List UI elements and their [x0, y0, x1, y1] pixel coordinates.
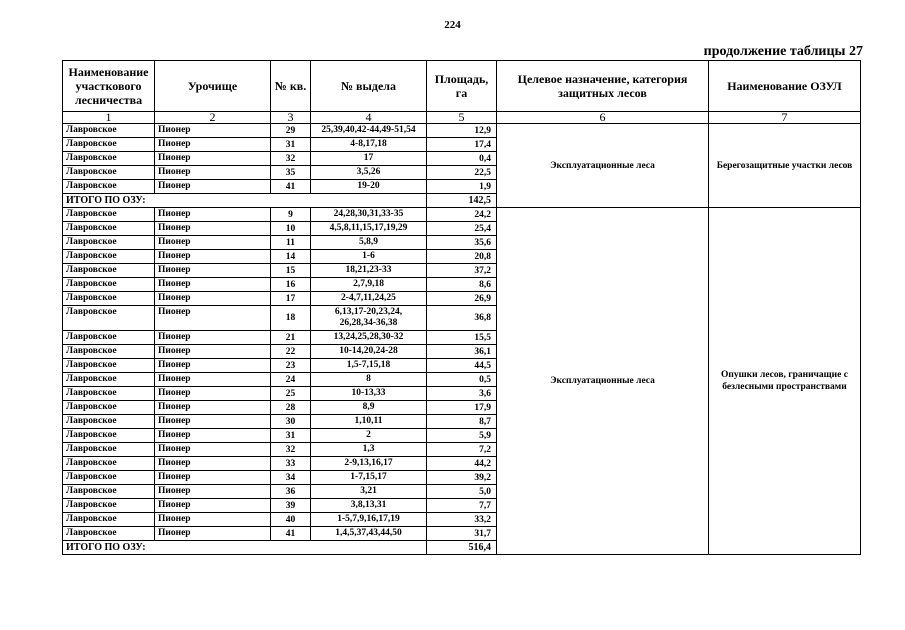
area-cell: 8,7 [427, 415, 497, 429]
forestry-cell: Лавровское [63, 306, 155, 331]
allotment-cell [311, 208, 427, 222]
quarter-cell: 10 [271, 222, 311, 236]
forestry-cell: Лавровское [63, 208, 155, 222]
total-label: ИТОГО ПО ОЗУ: [63, 194, 427, 208]
allotment-text: 10-14,20,24-28 [339, 346, 398, 356]
forestry-cell: Лавровское [63, 457, 155, 471]
allotment-text: 17 [363, 153, 374, 163]
forestry-cell: Лавровское [63, 345, 155, 359]
allotment-cell [311, 443, 427, 457]
allotment-cell [311, 415, 427, 429]
forestry-cell: Лавровское [63, 527, 155, 541]
forestry-cell: Лавровское [63, 138, 155, 152]
column-number: 5 [427, 112, 497, 124]
forestry-cell: Лавровское [63, 471, 155, 485]
purpose-cell: Эксплуатационные леса [497, 208, 709, 555]
tract-cell: Пионер [155, 180, 271, 194]
tract-cell: Пионер [155, 415, 271, 429]
allotment-cell [311, 513, 427, 527]
allotment-cell [311, 166, 427, 180]
allotment-text: 13,24,25,28,30-32 [333, 332, 404, 342]
tract-cell: Пионер [155, 278, 271, 292]
area-cell: 3,6 [427, 387, 497, 401]
allotment-cell [311, 527, 427, 541]
area-cell: 33,2 [427, 513, 497, 527]
forestry-cell: Лавровское [63, 373, 155, 387]
tract-cell: Пионер [155, 292, 271, 306]
table-continuation-label: продолжение таблицы 27 [703, 44, 863, 59]
quarter-cell: 41 [271, 180, 311, 194]
allotment-text: 4,5,8,11,15,17,19,29 [329, 223, 408, 233]
allotment-text: 8 [366, 374, 371, 384]
allotment-cell [311, 471, 427, 485]
allotment-text-continued: 26,28,34-36,38 [339, 318, 398, 328]
allotment-text: 1-5,7,9,16,17,19 [337, 514, 400, 524]
area-cell: 31,7 [427, 527, 497, 541]
allotment-cell [311, 124, 427, 138]
allotment-text: 8,9 [362, 402, 375, 412]
tract-cell: Пионер [155, 513, 271, 527]
header-allotment: № выдела [311, 61, 427, 112]
quarter-cell: 25 [271, 387, 311, 401]
tract-cell: Пионер [155, 331, 271, 345]
tract-cell: Пионер [155, 387, 271, 401]
forestry-cell: Лавровское [63, 124, 155, 138]
area-cell: 7,7 [427, 499, 497, 513]
area-cell: 1,9 [427, 180, 497, 194]
tract-cell: Пионер [155, 457, 271, 471]
area-cell: 44,2 [427, 457, 497, 471]
header-tract: Урочище [155, 61, 271, 112]
area-cell: 36,8 [427, 306, 497, 331]
allotment-text: 5,8,9 [359, 237, 378, 247]
area-cell: 5,0 [427, 485, 497, 499]
quarter-cell: 23 [271, 359, 311, 373]
allotment-text: 3,21 [360, 486, 377, 496]
forestry-cell: Лавровское [63, 513, 155, 527]
forestry-cell: Лавровское [63, 152, 155, 166]
quarter-cell: 33 [271, 457, 311, 471]
allotment-cell [311, 264, 427, 278]
allotment-text: 1-6 [362, 251, 375, 261]
allotment-cell [311, 236, 427, 250]
allotment-cell [311, 152, 427, 166]
quarter-cell: 22 [271, 345, 311, 359]
allotment-text: 1-7,15,17 [350, 472, 387, 482]
ozul-cell: Опушки лесов, граничащие с безлесными пространствами [709, 208, 861, 555]
quarter-cell: 18 [271, 306, 311, 331]
column-number: 7 [709, 112, 861, 124]
header-purpose: Целевое назначение, категория защитных лесов [497, 61, 709, 112]
total-area: 516,4 [427, 541, 497, 555]
quarter-cell: 21 [271, 331, 311, 345]
area-cell: 36,1 [427, 345, 497, 359]
table-row [63, 208, 861, 222]
ozul-cell: Берегозащитные участки лесов [709, 124, 861, 208]
tract-cell: Пионер [155, 306, 271, 331]
area-cell: 8,6 [427, 278, 497, 292]
quarter-cell: 41 [271, 527, 311, 541]
forestry-cell: Лавровское [63, 250, 155, 264]
tract-cell: Пионер [155, 222, 271, 236]
forestry-cell: Лавровское [63, 387, 155, 401]
quarter-cell: 14 [271, 250, 311, 264]
allotment-cell [311, 278, 427, 292]
allotment-cell [311, 373, 427, 387]
tract-cell: Пионер [155, 401, 271, 415]
tract-cell: Пионер [155, 152, 271, 166]
tract-cell: Пионер [155, 429, 271, 443]
quarter-cell: 32 [271, 443, 311, 457]
tract-cell: Пионер [155, 236, 271, 250]
column-number: 1 [63, 112, 155, 124]
tract-cell: Пионер [155, 471, 271, 485]
header-row [63, 61, 861, 112]
area-cell: 37,2 [427, 264, 497, 278]
area-cell: 26,9 [427, 292, 497, 306]
area-cell: 17,4 [427, 138, 497, 152]
quarter-cell: 32 [271, 152, 311, 166]
area-cell: 35,6 [427, 236, 497, 250]
forestry-cell: Лавровское [63, 429, 155, 443]
allotment-text: 1,5-7,15,18 [346, 360, 391, 370]
quarter-cell: 15 [271, 264, 311, 278]
area-cell: 0,5 [427, 373, 497, 387]
allotment-text: 2 [366, 430, 371, 440]
allotment-cell [311, 250, 427, 264]
allotment-cell [311, 359, 427, 373]
quarter-cell: 31 [271, 138, 311, 152]
forestry-cell: Лавровское [63, 236, 155, 250]
forestry-cell: Лавровское [63, 278, 155, 292]
allotment-text: 19-20 [357, 181, 380, 191]
quarter-cell: 35 [271, 166, 311, 180]
forestry-cell: Лавровское [63, 331, 155, 345]
allotment-cell [311, 499, 427, 513]
allotment-text: 6,13,17-20,23,24, [334, 307, 403, 317]
table-row [63, 124, 861, 138]
area-cell: 20,8 [427, 250, 497, 264]
page-number: 224 [444, 19, 461, 31]
area-cell: 24,2 [427, 208, 497, 222]
total-area: 142,5 [427, 194, 497, 208]
allotment-cell [311, 387, 427, 401]
allotment-cell [311, 345, 427, 359]
total-label: ИТОГО ПО ОЗУ: [63, 541, 427, 555]
allotment-cell [311, 292, 427, 306]
quarter-cell: 24 [271, 373, 311, 387]
forestry-cell: Лавровское [63, 415, 155, 429]
tract-cell: Пионер [155, 485, 271, 499]
allotment-cell [311, 138, 427, 152]
forest-areas-table [62, 60, 861, 555]
column-number: 2 [155, 112, 271, 124]
forestry-cell: Лавровское [63, 180, 155, 194]
column-number: 3 [271, 112, 311, 124]
allotment-cell [311, 331, 427, 345]
quarter-cell: 40 [271, 513, 311, 527]
area-cell: 0,4 [427, 152, 497, 166]
quarter-cell: 11 [271, 236, 311, 250]
column-number: 6 [497, 112, 709, 124]
table-body [63, 124, 861, 555]
column-number: 4 [311, 112, 427, 124]
tract-cell: Пионер [155, 373, 271, 387]
header-quarter: № кв. [271, 61, 311, 112]
tract-cell: Пионер [155, 138, 271, 152]
allotment-text: 25,39,40,42-44,49-51,54 [321, 125, 416, 135]
area-cell: 5,9 [427, 429, 497, 443]
allotment-cell [311, 401, 427, 415]
allotment-cell [311, 306, 427, 331]
tract-cell: Пионер [155, 166, 271, 180]
column-number-row [63, 112, 861, 124]
allotment-cell [311, 457, 427, 471]
allotment-text: 10-13,33 [351, 388, 386, 398]
quarter-cell: 34 [271, 471, 311, 485]
allotment-cell [311, 180, 427, 194]
allotment-text: 3,5,26 [356, 167, 381, 177]
tract-cell: Пионер [155, 345, 271, 359]
forestry-cell: Лавровское [63, 443, 155, 457]
allotment-cell [311, 222, 427, 236]
quarter-cell: 16 [271, 278, 311, 292]
quarter-cell: 29 [271, 124, 311, 138]
quarter-cell: 9 [271, 208, 311, 222]
header-ozul: Наименование ОЗУЛ [709, 61, 861, 112]
allotment-text: 24,28,30,31,33-35 [333, 209, 404, 219]
allotment-text: 18,21,23-33 [345, 265, 392, 275]
forestry-cell: Лавровское [63, 166, 155, 180]
allotment-text: 4-8,17,18 [350, 139, 387, 149]
tract-cell: Пионер [155, 443, 271, 457]
forestry-cell: Лавровское [63, 499, 155, 513]
forestry-cell: Лавровское [63, 485, 155, 499]
forestry-cell: Лавровское [63, 401, 155, 415]
quarter-cell: 28 [271, 401, 311, 415]
area-cell: 7,2 [427, 443, 497, 457]
tract-cell: Пионер [155, 124, 271, 138]
allotment-text: 1,10,11 [354, 416, 383, 426]
forestry-cell: Лавровское [63, 222, 155, 236]
quarter-cell: 39 [271, 499, 311, 513]
quarter-cell: 17 [271, 292, 311, 306]
forestry-cell: Лавровское [63, 292, 155, 306]
header-forestry: Наименование участкового лесничества [63, 61, 155, 112]
quarter-cell: 36 [271, 485, 311, 499]
tract-cell: Пионер [155, 359, 271, 373]
forestry-cell: Лавровское [63, 264, 155, 278]
allotment-text: 1,3 [362, 444, 375, 454]
area-cell: 25,4 [427, 222, 497, 236]
tract-cell: Пионер [155, 208, 271, 222]
header-area: Площадь, га [427, 61, 497, 112]
area-cell: 39,2 [427, 471, 497, 485]
area-cell: 17,9 [427, 401, 497, 415]
allotment-cell [311, 429, 427, 443]
allotment-text: 2,7,9,18 [353, 279, 384, 289]
area-cell: 44,5 [427, 359, 497, 373]
area-cell: 22,5 [427, 166, 497, 180]
allotment-text: 1,4,5,37,43,44,50 [335, 528, 402, 538]
tract-cell: Пионер [155, 250, 271, 264]
quarter-cell: 31 [271, 429, 311, 443]
forestry-cell: Лавровское [63, 359, 155, 373]
area-cell: 12,9 [427, 124, 497, 138]
tract-cell: Пионер [155, 264, 271, 278]
tract-cell: Пионер [155, 527, 271, 541]
allotment-text: 2-9,13,16,17 [344, 458, 393, 468]
quarter-cell: 30 [271, 415, 311, 429]
allotment-text: 2-4,7,11,24,25 [341, 293, 396, 303]
allotment-cell [311, 485, 427, 499]
purpose-cell: Эксплуатационные леса [497, 124, 709, 208]
area-cell: 15,5 [427, 331, 497, 345]
allotment-text: 3,8,13,31 [350, 500, 387, 510]
tract-cell: Пионер [155, 499, 271, 513]
